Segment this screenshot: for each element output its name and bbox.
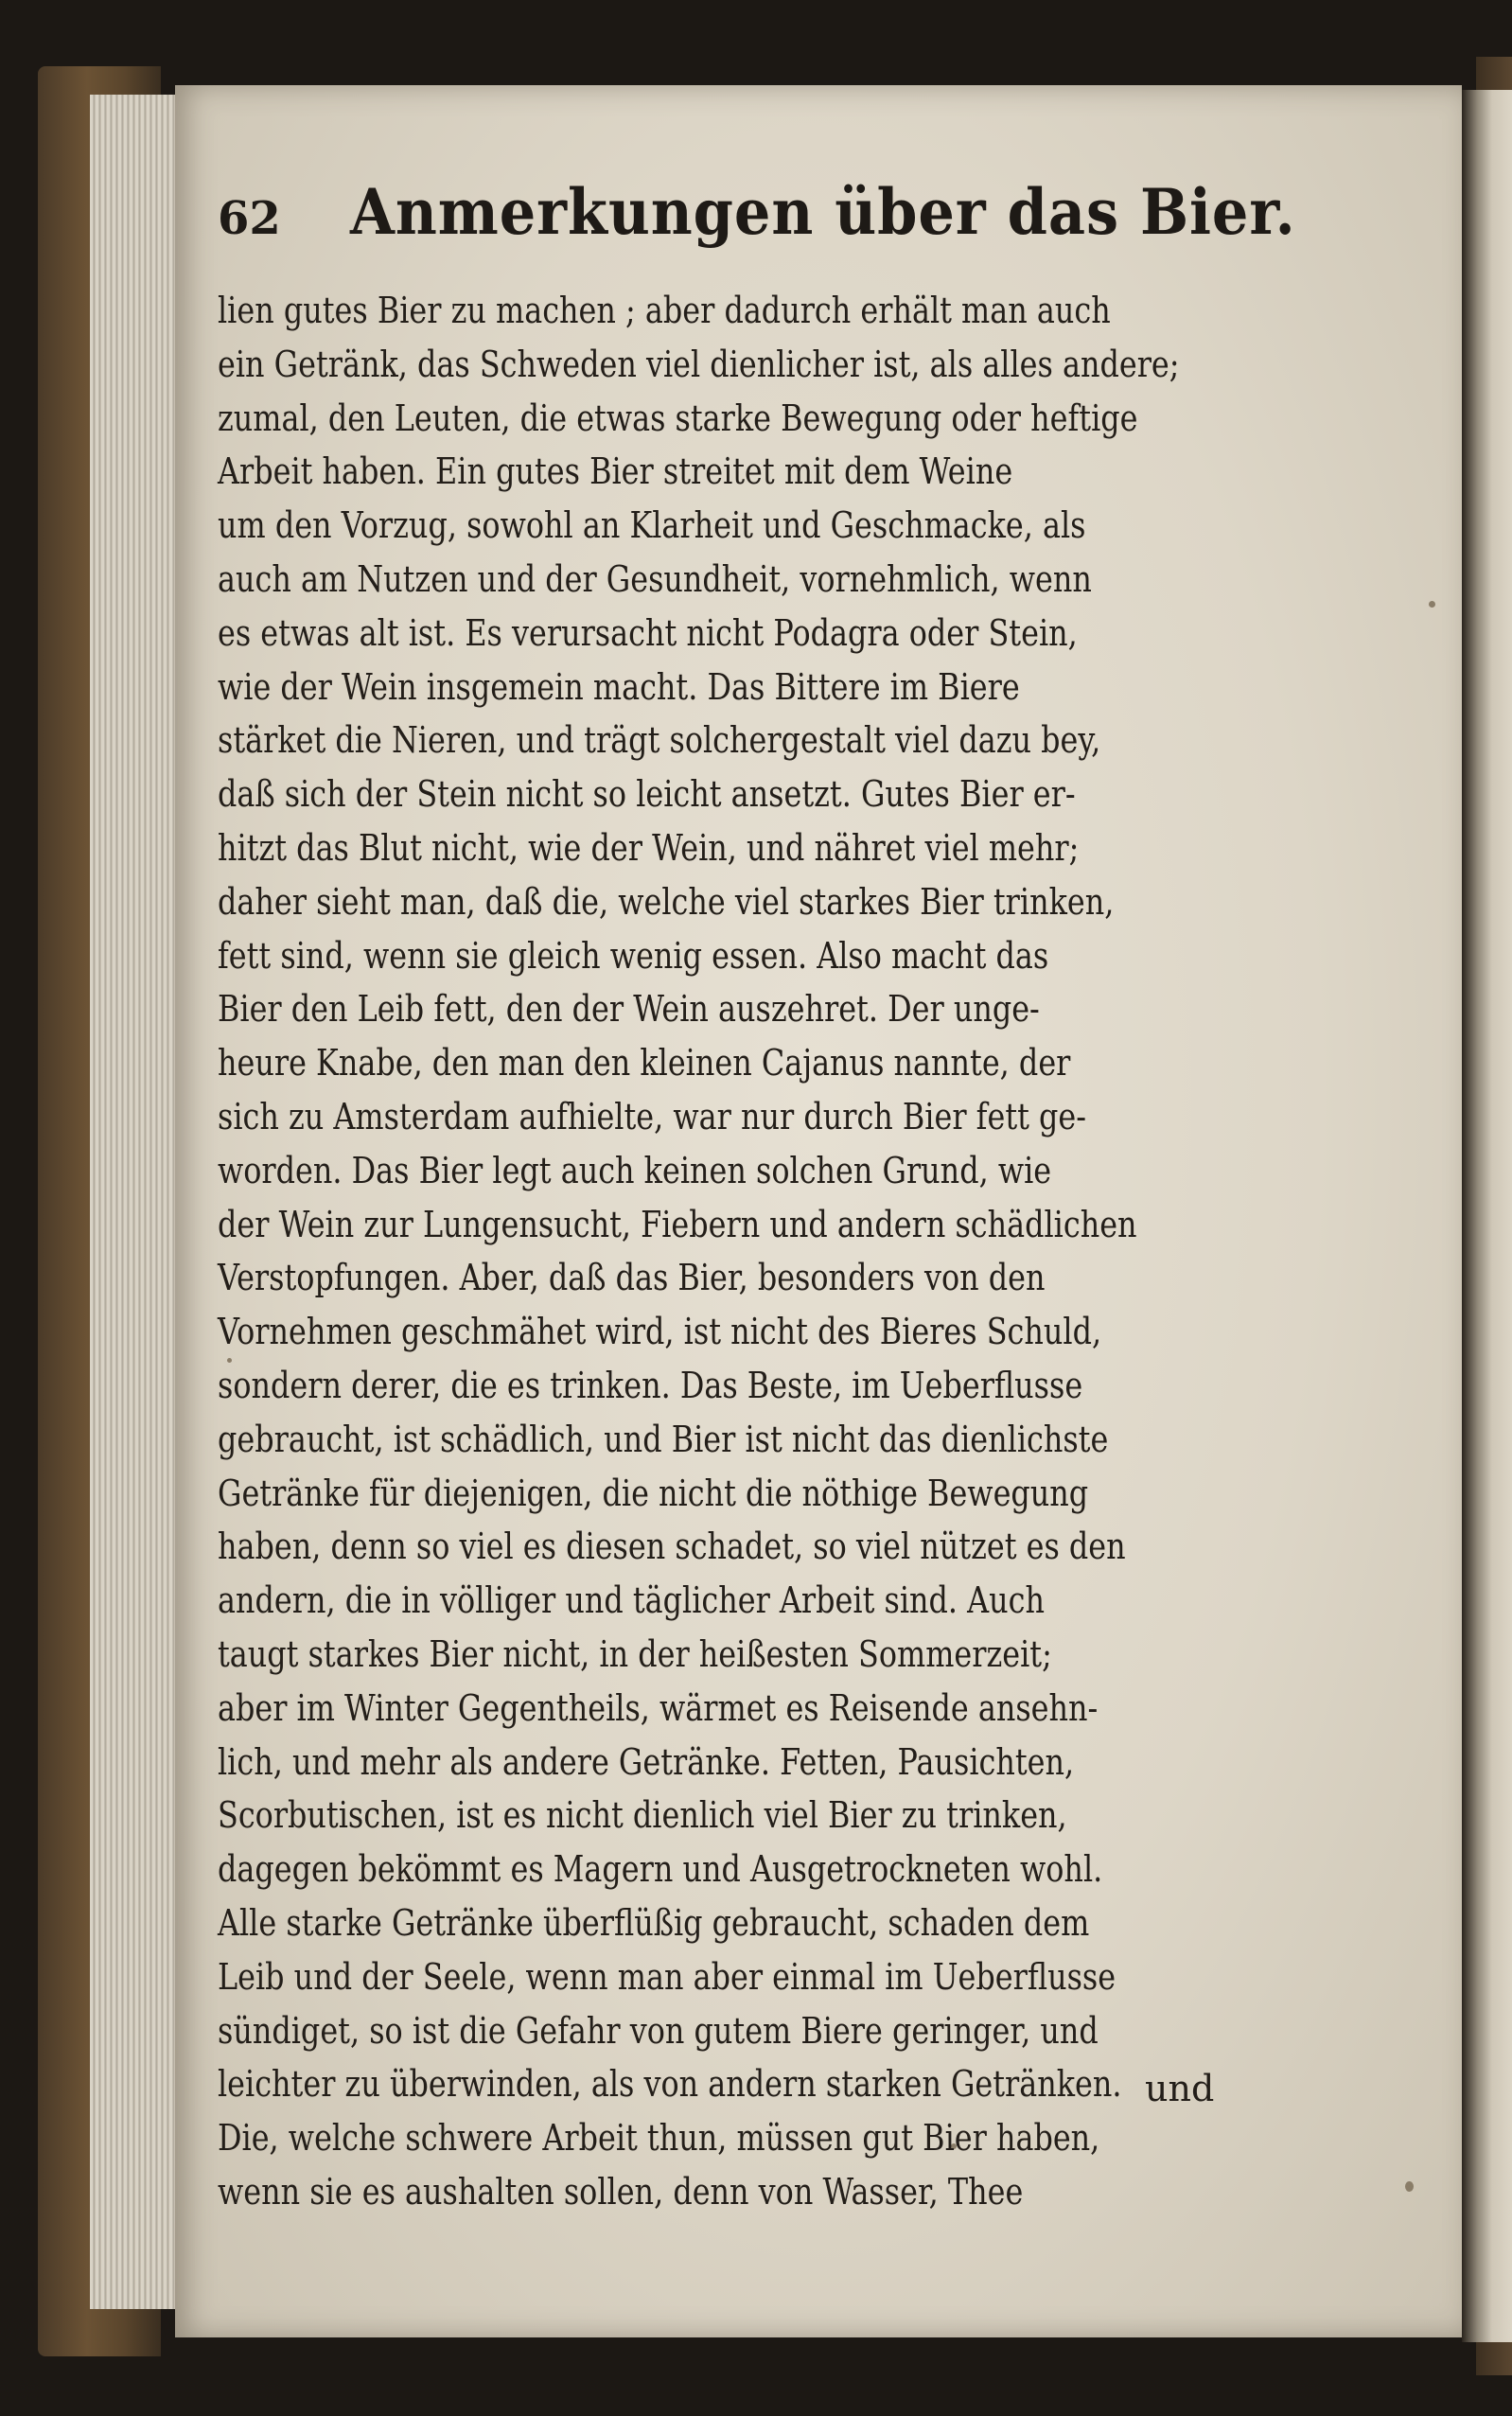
body-text (218, 284, 1448, 2219)
text-line: um den Vorzug, sowohl an Klarheit und Geschmacke, als (218, 504, 1086, 547)
page-number: 62 (218, 192, 281, 245)
text-line: sich zu Amsterdam aufhielte, war nur durch Bier fett ge- (218, 1095, 1087, 1137)
text-line: Scorbutischen, ist es nicht dienlich viel Bier zu trinken, (218, 1794, 1067, 1837)
text-line: der Wein zur Lungensucht, Fiebern und andern schädlichen (218, 1203, 1137, 1245)
text-line: hitzt das Blut nicht, wie der Wein, und nähret viel mehr; (218, 826, 1080, 869)
text-line: Getränke für diejenigen, die nicht die nöthige Bewegung (218, 1472, 1089, 1514)
text-line: lien gutes Bier zu machen ; aber dadurch erhält man auch (218, 290, 1111, 331)
text-line: sondern derer, die es trinken. Das Beste, im Ueberflusse (218, 1364, 1083, 1406)
page-edges (90, 95, 180, 2309)
text-line: stärket die Nieren, und trägt solchergestalt viel dazu bey, (218, 719, 1101, 762)
page-header (218, 175, 1296, 260)
text-line: es etwas alt ist. Es verursacht nicht Podagra oder Stein, (218, 611, 1078, 654)
running-title: Anmerkungen über das Bier. (350, 175, 1296, 249)
text-line: worden. Das Bier legt auch keinen solchen Grund, wie (218, 1149, 1052, 1191)
text-line: daß sich der Stein nicht so leicht ansetzt. Gutes Bier er- (218, 773, 1076, 816)
text-line: auch am Nutzen und der Gesundheit, vornehmlich, wenn (218, 557, 1092, 600)
text-line: gebraucht, ist schädlich, und Bier ist nicht das dienlichste (218, 1418, 1109, 1460)
text-line: Verstopfungen. Aber, daß das Bier, besonders von den (218, 1257, 1046, 1299)
text-line: aber im Winter Gegentheils, wärmet es Reisende ansehn- (218, 1686, 1099, 1729)
text-line: heure Knabe, den man den kleinen Cajanus nannte, der (218, 1042, 1071, 1085)
text-line: wenn sie es aushalten sollen, denn von Wasser, Thee (218, 2170, 1024, 2213)
text-line: ein Getränk, das Schweden viel dienlicher ist, als alles andere; (218, 343, 1180, 385)
text-line: daher sieht man, daß die, welche viel starkes Bier trinken, (218, 880, 1115, 923)
text-line: leichter zu überwinden, als von andern starken Getränken. (218, 2063, 1122, 2106)
text-line: Alle starke Getränke überflüßig gebraucht, schaden dem (218, 1901, 1090, 1944)
text-line: lich, und mehr als andere Getränke. Fetten, Pausichten, (218, 1740, 1075, 1783)
text-line: taugt starkes Bier nicht, in der heißesten Sommerzeit; (218, 1632, 1052, 1675)
facing-page-edge (1462, 90, 1512, 2342)
text-line: Leib und der Seele, wenn man aber einmal im Ueberflusse (218, 1955, 1116, 1998)
text-line: dagegen bekömmt es Magern und Ausgetrockneten wohl. (218, 1848, 1103, 1891)
text-line: zumal, den Leuten, die etwas starke Bewegung oder heftige (218, 397, 1138, 439)
text-line: haben, denn so viel es diesen schadet, so viel nützet es den (218, 1525, 1126, 1568)
catchword: und (1145, 2068, 1215, 2109)
text-line: Vornehmen geschmähet wird, ist nicht des Bieres Schuld, (218, 1311, 1102, 1353)
text-line: Bier den Leib fett, den der Wein auszehret. Der unge- (218, 988, 1040, 1031)
text-line: fett sind, wenn sie gleich wenig essen. Also macht das (218, 934, 1049, 977)
text-line: wie der Wein insgemein macht. Das Bittere im Biere (218, 665, 1020, 708)
text-line: Die, welche schwere Arbeit thun, müssen gut Bier haben, (218, 2117, 1100, 2160)
text-line: sündiget, so ist die Gefahr von gutem Biere geringer, und (218, 2009, 1099, 2052)
text-line: Arbeit haben. Ein gutes Bier streitet mit dem Weine (218, 450, 1013, 493)
text-line: andern, die in völliger und täglicher Arbeit sind. Auch (218, 1579, 1046, 1622)
